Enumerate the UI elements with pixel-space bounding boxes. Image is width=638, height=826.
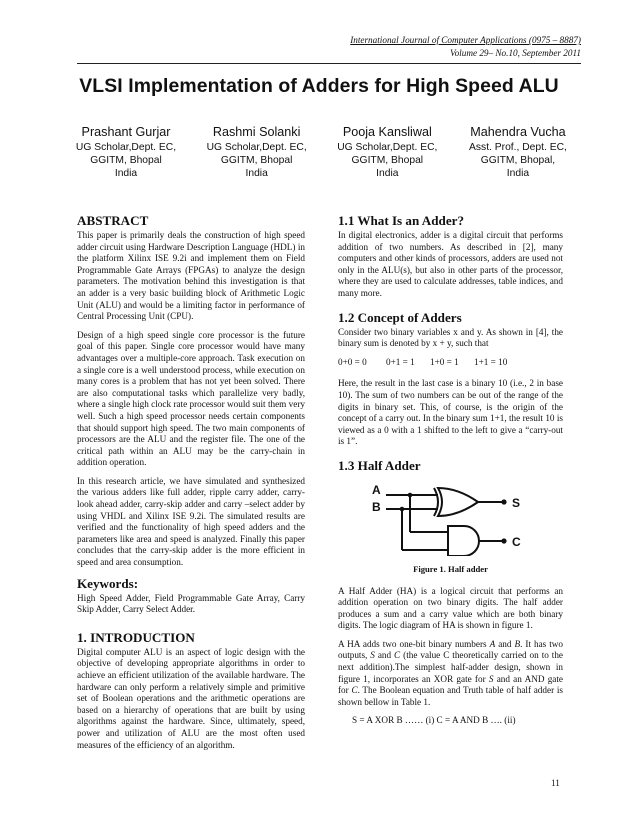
figure-label-s: S bbox=[512, 495, 521, 510]
author-affiliation: UG Scholar,Dept. EC, bbox=[75, 142, 177, 153]
author-country: India bbox=[376, 168, 399, 179]
journal-volume: Volume 29– No.10, September 2011 bbox=[450, 48, 581, 58]
section-paragraph bbox=[338, 639, 563, 709]
boolean-equations: S = A XOR B …… (i) C = A AND B …. (ii) bbox=[352, 715, 516, 726]
text-run: and bbox=[495, 638, 515, 649]
figure-label-b: B bbox=[372, 499, 381, 514]
author-name: Rashmi Solanki bbox=[212, 125, 301, 139]
author-institute: GGITM, Bhopal bbox=[90, 155, 162, 166]
section-paragraph: In digital electronics, adder is a digital circuit that performs addition of two numbers. As described in [2], many computers and other kinds of processors, adders are used not only in the ALU(s), but also in other parts of the processor, where they are used to calculate addresses, table indices, and many more. bbox=[338, 230, 563, 298]
author-country: India bbox=[245, 168, 268, 179]
text-run: and bbox=[374, 650, 395, 661]
figure-caption: Figure 1. Half adder bbox=[413, 563, 488, 574]
introduction-paragraph: Digital computer ALU is an aspect of logic design with the objective of developing appropriate algorithms in order to achieve an efficient utilization of the available hardware. The hardware can only perform a relatively simple and primitive set of Boolean operations and the arithmetic operations are based on a hierarchy of operations that are built by using algorithms against the hardware. Since, ultimately, speed, power and utilization of ALU are the most often used measures of the efficiency of an algorithm. bbox=[77, 646, 305, 750]
figure-label-c: C bbox=[512, 534, 521, 549]
author-block bbox=[62, 124, 582, 180]
left-column bbox=[77, 213, 305, 758]
author-name: Prashant Gurjar bbox=[81, 125, 171, 139]
right-column bbox=[338, 213, 563, 727]
section-heading-half-adder: 1.3 Half Adder bbox=[338, 457, 421, 473]
abstract-paragraph: In this research article, we have simulated and synthesized the various adders like full adder, ripple carry adder, carry-look ahead adder, carry-skip adder and carry –select adder by using VHDL and Xilinx ISE 9.2i. The simulated results are verified and the functionality of high speed adders and the parameters like area and speed is analyzed. Finally this paper concludes that the carry-skip adder is the more efficient in speed and area consumption. bbox=[77, 475, 305, 568]
equation: 0+0 = 0 bbox=[338, 356, 367, 367]
half-adder-diagram bbox=[338, 480, 563, 556]
binary-sum-equations bbox=[338, 357, 563, 369]
section-heading-concept: 1.2 Concept of Adders bbox=[338, 309, 462, 325]
text-run: . The Boolean equation and Truth table of half adder is shown bellow in Table 1. bbox=[338, 685, 563, 707]
abstract-paragraph: Design of a high speed single core processor is the future goal of this paper. Single core processor would have many advantages over a multiple-core approach. Task execution on a single core is a well understood process, while execution on many cores is a problem that has not yet been solved. There are also computational tasks which parallelize very badly, where a single high clock rate processor would suit them very well. Such a high speed processor needs certain components that should support high speed. The two main components of processors are the ALU and the register file. The one of the critical path within an ALU may be the carry-chain in addition operation. bbox=[77, 329, 305, 468]
author bbox=[454, 124, 582, 180]
author-country: India bbox=[506, 168, 530, 179]
text-run: . It has two outputs, bbox=[338, 638, 564, 661]
author bbox=[193, 124, 321, 180]
author-affiliation: UG Scholar,Dept. EC, bbox=[337, 142, 438, 153]
text-run: and an AND gate for bbox=[338, 673, 563, 696]
abstract-heading: ABSTRACT bbox=[77, 213, 149, 228]
author-affiliation: UG Scholar,Dept. EC, bbox=[206, 142, 307, 153]
half-adder-figure bbox=[338, 480, 563, 556]
equation: 1+0 = 1 bbox=[430, 356, 459, 367]
equation: 1+1 = 10 bbox=[474, 356, 508, 367]
text-run: A HA adds two one-bit binary numbers bbox=[338, 638, 490, 649]
var-a: A bbox=[489, 638, 496, 649]
author-institute: GGITM, Bhopal bbox=[351, 155, 424, 166]
author-name: Mahendra Vucha bbox=[470, 125, 566, 139]
section-heading-what-is-adder: 1.1 What Is an Adder? bbox=[338, 213, 464, 228]
text-run: (the value C theoretically carried on to the next addition).The simplest half-adder design, shown in figure 1, incorporates an XOR gate for bbox=[338, 650, 564, 684]
journal-name: International Journal of Computer Applications (0975 – 8887) bbox=[350, 35, 581, 45]
author-institute: GGITM, Bhopal, bbox=[480, 155, 556, 166]
author bbox=[62, 124, 190, 180]
keywords-heading: Keywords: bbox=[77, 575, 139, 591]
section-paragraph: A Half Adder (HA) is a logical circuit that performs an addition operation on two binary digits. The half adder produces a sum and a carry value which are both binary digits. The logic diagram of HA is shown in figure 1. bbox=[338, 585, 563, 631]
section-paragraph: Here, the result in the last case is a binary 10 (i.e., 2 in base 10). The sum of two numbers can be out of the range of the digits in binary set. This, of course, is the origin of the concept of a carry out. In the binary sum 1+1, the result 10 is viewed as a 0 with a 1 shifted to the left to give a “carry-out is 1”. bbox=[338, 378, 563, 447]
var-s: S bbox=[370, 650, 375, 661]
author-institute: GGITM, Bhopal bbox=[220, 155, 293, 166]
author bbox=[323, 124, 451, 180]
abstract-paragraph: This paper is primarily deals the construction of high speed adder circuit using Hardware Description Language (HDL) in the platform Xilinx ISE 9.2i and implement them on Field Programmable Gate Arrays (FPGAs) to analyze the design parameters. The motivation behind this investigation is that an adder is a very basic building block of Arithmetic Logic Unit (ALU) and would be a limiting factor in performance of Central Processing Unit (CPU). bbox=[77, 230, 305, 322]
figure-label-a: A bbox=[372, 482, 381, 497]
author-affiliation: Asst. Prof., Dept. EC, bbox=[469, 142, 567, 153]
header-rule bbox=[77, 63, 581, 64]
introduction-heading: 1. INTRODUCTION bbox=[77, 629, 195, 645]
var-c: C bbox=[394, 650, 401, 661]
author-name: Pooja Kansliwal bbox=[342, 125, 432, 139]
keywords-text: High Speed Adder, Field Programmable Gate Array, Carry Skip Adder, Carry Select Adder. bbox=[77, 592, 305, 615]
var-c: C bbox=[351, 685, 358, 696]
author-country: India bbox=[114, 168, 138, 179]
section-paragraph: Consider two binary variables x and y. As shown in [4], the binary sum is denoted by x + y, such that bbox=[338, 326, 563, 349]
equation: 0+1 = 1 bbox=[386, 356, 415, 367]
var-s: S bbox=[488, 673, 494, 684]
page-number: 11 bbox=[551, 778, 560, 788]
paper-title: VLSI Implementation of Adders for High Speed ALU bbox=[79, 75, 559, 97]
var-b: B bbox=[514, 638, 521, 649]
journal-header bbox=[350, 34, 581, 60]
